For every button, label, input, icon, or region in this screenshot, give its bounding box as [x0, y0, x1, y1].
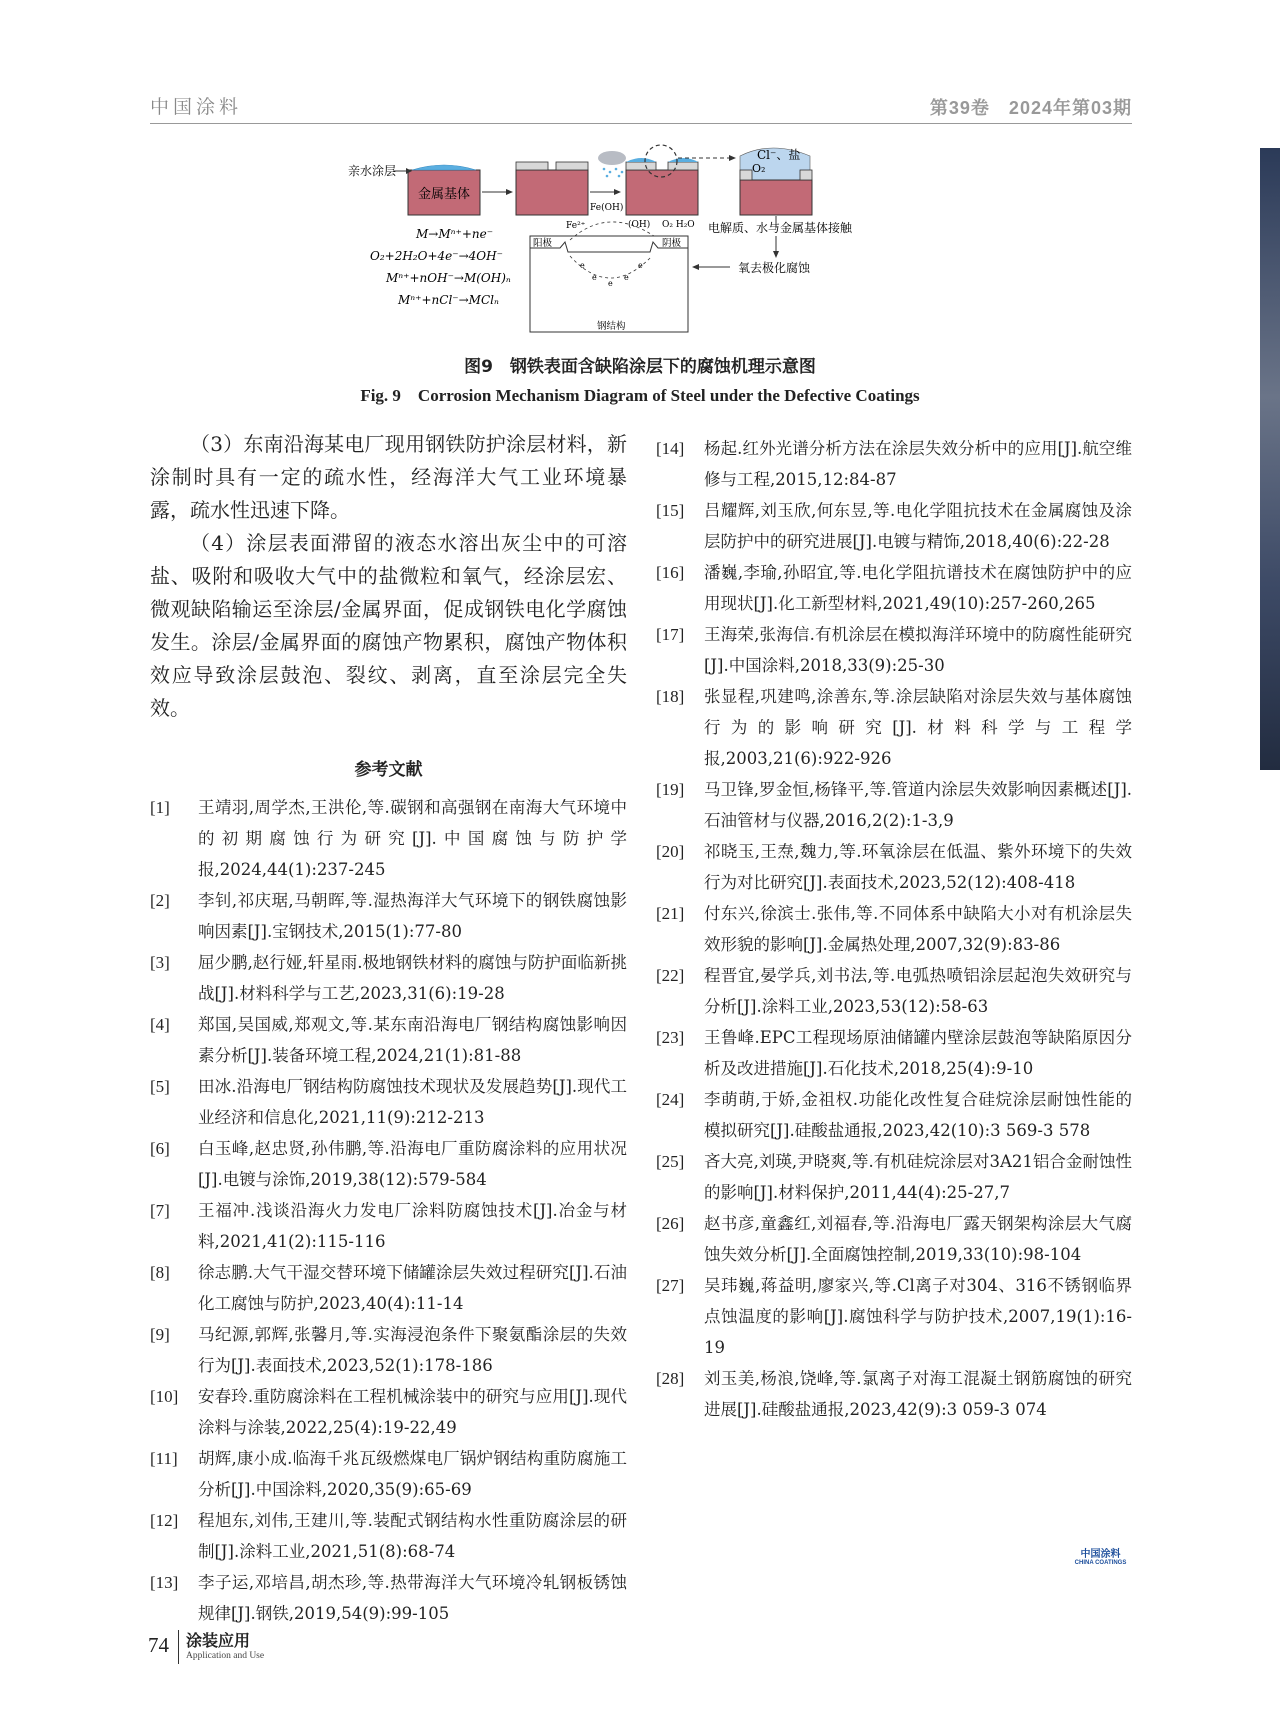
- svg-text:e: e: [592, 273, 597, 282]
- reference-text: 王靖羽,周学杰,王洪伦,等.碳钢和高强钢在南海大气环境中的初期腐蚀行为研究[J].中国腐蚀与防护学报,2024,44(1):237-245: [198, 798, 627, 879]
- paragraph-4: （4）涂层表面滞留的液态水溶出灰尘中的可溶盐、吸附和吸收大气中的盐微粒和氧气，经涂层宏、微观缺陷输运至涂层/金属界面，促成钢铁电化学腐蚀发生。涂层/金属界面的腐蚀产物累积，腐蚀产物体积效应导致涂层鼓泡、裂纹、剥离，直至涂层完全失效。: [150, 531, 627, 720]
- svg-text:e: e: [580, 261, 585, 270]
- reference-number: [26]: [656, 1214, 685, 1233]
- reference-item: [656, 557, 1132, 619]
- fe-label: Fe²⁺: [566, 221, 586, 231]
- reference-number: [1]: [150, 798, 170, 817]
- reference-text: 赵书彦,童鑫红,刘福春,等.沿海电厂露天钢架构涂层大气腐蚀失效分析[J].全面腐蚀控制,2019,33(10):98-104: [704, 1214, 1132, 1264]
- reference-number: [8]: [150, 1263, 170, 1282]
- svg-text:e: e: [624, 273, 629, 282]
- equation-2: O₂+2H₂O+4e⁻→4OH⁻: [370, 249, 503, 263]
- equation-4: Mⁿ⁺+nCl⁻→MClₙ: [398, 293, 499, 307]
- reference-item: [150, 1567, 627, 1629]
- reference-number: [5]: [150, 1077, 170, 1096]
- equation-1: M→Mⁿ⁺+ne⁻: [416, 227, 494, 241]
- reference-number: [28]: [656, 1369, 685, 1388]
- reference-item: [150, 792, 627, 885]
- anode-label: 阳极: [533, 238, 553, 249]
- reference-text: 安春玲.重防腐涂料在工程机械涂装中的研究与应用[J].现代涂料与涂装,2022,25(4):19-22,49: [198, 1387, 627, 1437]
- figure-caption-cn: 图9 钢铁表面含缺陷涂层下的腐蚀机理示意图: [464, 357, 816, 377]
- reference-text: 程晋宜,晏学兵,刘书法,等.电弧热喷铝涂层起泡失效研究与分析[J].涂料工业,2023,53(12):58-63: [704, 966, 1132, 1016]
- reference-item: [656, 1084, 1132, 1146]
- reference-text: 胡辉,康小成.临海千兆瓦级燃煤电厂锅炉钢结构重防腐施工分析[J].中国涂料,2020,35(9):65-69: [198, 1449, 627, 1499]
- reference-text: 屈少鹏,赵行娅,轩星雨.极地钢铁材料的腐蚀与防护面临新挑战[J].材料科学与工艺,2023,31(6):19-28: [198, 953, 627, 1003]
- svg-text:e: e: [638, 261, 643, 270]
- reference-item: [656, 1363, 1132, 1425]
- reference-number: [20]: [656, 842, 685, 861]
- reference-number: [27]: [656, 1276, 685, 1295]
- reference-text: 徐志鹏.大气干湿交替环境下储罐涂层失效过程研究[J].石油化工腐蚀与防护,2023,40(4):11-14: [198, 1263, 627, 1313]
- header-rule: [150, 123, 1132, 124]
- reference-item: [150, 1443, 627, 1505]
- reference-number: [13]: [150, 1573, 179, 1592]
- reference-number: [10]: [150, 1387, 179, 1406]
- oxygen-corrosion-label: 氧去极化腐蚀: [738, 261, 811, 275]
- svg-text:e: e: [608, 279, 613, 288]
- reference-text: 马纪源,郭辉,张馨月,等.实海浸泡条件下聚氨酯涂层的失效行为[J].表面技术,2023,52(1):178-186: [198, 1325, 627, 1375]
- reference-text: 吴玮巍,蒋益明,廖家兴,等.Cl离子对304、316不锈钢临界点蚀温度的影响[J].腐蚀科学与防护技术,2007,19(1):16-19: [704, 1276, 1132, 1357]
- reference-number: [14]: [656, 439, 685, 458]
- reference-text: 王海荣,张海信.有机涂层在模拟海洋环境中的防腐性能研究[J].中国涂料,2018,33(9):25-30: [704, 625, 1132, 675]
- section-title-cn: 涂装应用: [186, 1631, 251, 1650]
- reference-number: [6]: [150, 1139, 170, 1158]
- reference-text: 王福冲.浅谈沿海火力发电厂涂料防腐蚀技术[J].冶金与材料,2021,41(2):115-116: [198, 1201, 627, 1251]
- hydrophilic-drop: [412, 165, 476, 170]
- reference-text: 马卫锋,罗金恒,杨锋平,等.管道内涂层失效影响因素概述[J].石油管材与仪器,2016,2(2):1-3,9: [704, 780, 1132, 830]
- reference-number: [23]: [656, 1028, 685, 1047]
- reference-text: 杨起.红外光谱分析方法在涂层失效分析中的应用[J].航空维修与工程,2015,12:84-87: [704, 439, 1132, 489]
- reference-item: [656, 1208, 1132, 1270]
- steel-structure-label: 钢结构: [597, 321, 626, 332]
- paragraph-3: （3）东南沿海某电厂现用钢铁防护涂层材料，新涂制时具有一定的疏水性，经海洋大气工业环境暴露，疏水性迅速下降。: [150, 432, 627, 522]
- reference-item: [150, 1133, 627, 1195]
- reference-text: 吕耀辉,刘玉欣,何东昱,等.电化学阻抗技术在金属腐蚀及涂层防护中的研究进展[J].电镀与精饰,2018,40(6):22-28: [704, 501, 1132, 551]
- reference-item: [656, 495, 1132, 557]
- references-right-list: [656, 433, 1132, 1425]
- reference-number: [18]: [656, 687, 685, 706]
- reference-text: 张显程,巩建鸣,涂善东,等.涂层缺陷对涂层失效与基体腐蚀行为的影响研究[J].材料科学与工程学报,2003,21(6):922-926: [704, 687, 1132, 768]
- reference-number: [21]: [656, 904, 685, 923]
- reference-item: [150, 1319, 627, 1381]
- reference-item: [150, 1009, 627, 1071]
- reference-number: [12]: [150, 1511, 179, 1530]
- contact-label: 电解质、水与金属基体接触: [708, 221, 853, 235]
- references-title: 参考文献: [354, 760, 423, 780]
- reference-item: [150, 1381, 627, 1443]
- reference-item: [656, 774, 1132, 836]
- reference-number: [4]: [150, 1015, 170, 1034]
- reference-text: 刘玉美,杨浪,饶峰,等.氯离子对海工混凝土钢筋腐蚀的研究进展[J].硅酸盐通报,2023,42(9):3 059-3 074: [704, 1369, 1132, 1419]
- reference-number: [25]: [656, 1152, 685, 1171]
- reference-item: [656, 681, 1132, 774]
- reference-item: [150, 1071, 627, 1133]
- references-left-list: [150, 792, 627, 1629]
- o2-label: O₂: [752, 162, 766, 175]
- reference-number: [9]: [150, 1325, 170, 1344]
- hydrophilic-coating-label: 亲水涂层: [348, 164, 397, 178]
- reference-item: [656, 836, 1132, 898]
- reference-item: [150, 885, 627, 947]
- reference-item: [656, 960, 1132, 1022]
- reference-item: [656, 1022, 1132, 1084]
- equation-3: Mⁿ⁺+nOH⁻→M(OH)ₙ: [386, 271, 511, 285]
- reference-text: 程旭东,刘伟,王建川,等.装配式钢结构水性重防腐涂层的研制[J].涂料工业,2021,51(8):68-74: [198, 1511, 627, 1561]
- metal-substrate-label: 金属基体: [417, 187, 471, 202]
- reference-number: [17]: [656, 625, 685, 644]
- footer-divider: [178, 1630, 179, 1664]
- reference-number: [3]: [150, 953, 170, 972]
- reference-item: [150, 947, 627, 1009]
- journal-name: 中国涂料: [150, 97, 243, 118]
- reference-text: 王鲁峰.EPC工程现场原油储罐内壁涂层鼓泡等缺陷原因分析及改进措施[J].石化技术,2018,25(4):9-10: [704, 1028, 1132, 1078]
- reference-number: [15]: [656, 501, 685, 520]
- edge-photo-strip: [1260, 148, 1280, 770]
- reference-text: 李萌萌,于娇,金祖权.功能化改性复合硅烷涂层耐蚀性能的模拟研究[J].硅酸盐通报,2023,42(10):3 569-3 578: [704, 1090, 1132, 1140]
- section-title-en: Application and Use: [186, 1651, 265, 1661]
- chloride-salt-label: Cl⁻、盐: [757, 148, 801, 162]
- reference-item: [150, 1195, 627, 1257]
- issue-info: 第39卷 2024年第03期: [929, 98, 1132, 118]
- reference-number: [11]: [150, 1449, 178, 1468]
- reference-text: 郑国,吴国威,郑观文,等.某东南沿海电厂钢结构腐蚀影响因素分析[J].装备环境工程,2024,21(1):81-88: [198, 1015, 627, 1065]
- reference-item: [656, 1146, 1132, 1208]
- cathode-label: 阴极: [662, 238, 682, 249]
- reference-number: [19]: [656, 780, 685, 799]
- page-number: 74: [148, 1633, 169, 1657]
- reference-text: 白玉峰,赵忠贤,孙伟鹏,等.沿海电厂重防腐涂料的应用状况[J].电镀与涂饰,2019,38(12):579-584: [198, 1139, 627, 1189]
- reference-text: 潘巍,李瑜,孙昭宜,等.电化学阻抗谱技术在腐蚀防护中的应用现状[J].化工新型材料,2021,49(10):257-260,265: [704, 563, 1132, 613]
- reference-number: [16]: [656, 563, 685, 582]
- reference-text: 李子运,邓培昌,胡杰珍,等.热带海洋大气环境冷轧钢板锈蚀规律[J].钢铁,2019,54(9):99-105: [198, 1573, 627, 1623]
- reference-text: 吝大亮,刘瑛,尹晓爽,等.有机硅烷涂层对3A21铝合金耐蚀性的影响[J].材料保护,2011,44(4):25-27,7: [704, 1152, 1132, 1202]
- reference-number: [7]: [150, 1201, 170, 1220]
- figure-caption-en: Fig. 9 Corrosion Mechanism Diagram of Steel under the Defective Coatings: [360, 386, 920, 405]
- left-column: [150, 428, 627, 1629]
- reference-text: 田冰.沿海电厂钢结构防腐蚀技术现状及发展趋势[J].现代工业经济和信息化,2021,11(9):212-213: [198, 1077, 627, 1127]
- fe-oh-label: Fe(OH): [590, 203, 624, 213]
- reference-number: [2]: [150, 891, 170, 910]
- corrosion-mechanism-diagram: [348, 148, 980, 340]
- right-column: [656, 433, 1132, 1425]
- reference-text: 付东兴,徐滨士.张伟,等.不同体系中缺陷大小对有机涂层失效形貌的影响[J].金属热处理,2007,32(9):83-86: [704, 904, 1132, 954]
- reference-number: [22]: [656, 966, 685, 985]
- reference-text: 李钊,祁庆琚,马朝晖,等.湿热海洋大气环境下的钢铁腐蚀影响因素[J].宝钢技术,2015(1):77-80: [198, 891, 627, 941]
- o2-h2o-label: O₂ H₂O: [662, 220, 695, 230]
- reference-item: [150, 1505, 627, 1567]
- reference-number: [24]: [656, 1090, 685, 1109]
- reference-item: [656, 433, 1132, 495]
- reference-item: [150, 1257, 627, 1319]
- china-coatings-logo: 中国涂料 CHINA COATINGS: [1074, 1549, 1127, 1566]
- reference-text: 祁晓玉,王焘,魏力,等.环氧涂层在低温、紫外环境下的失效行为对比研究[J].表面技术,2023,52(12):408-418: [704, 842, 1132, 892]
- reference-item: [656, 1270, 1132, 1363]
- reference-item: [656, 898, 1132, 960]
- oh-label: (OH): [628, 220, 651, 230]
- reference-item: [656, 619, 1132, 681]
